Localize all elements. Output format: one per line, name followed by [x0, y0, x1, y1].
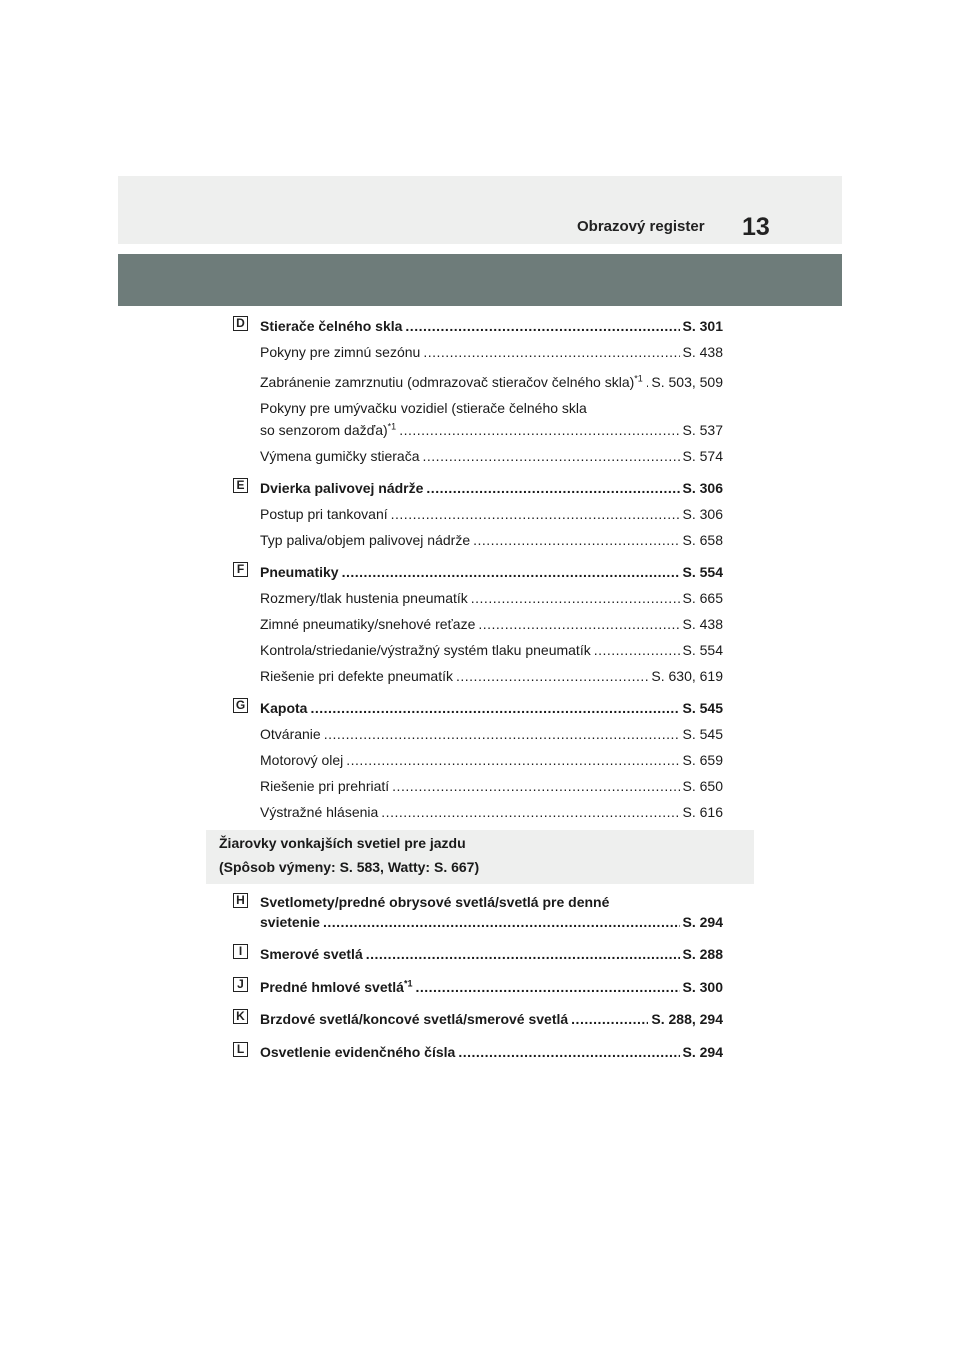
- entry-label: Riešenie pri prehriatí: [260, 778, 390, 794]
- page-ref: S. 301: [682, 318, 723, 334]
- index-entry-fog-lights[interactable]: [260, 979, 723, 996]
- leader-dots: [473, 532, 679, 549]
- index-entry-wiper-rubber[interactable]: [260, 448, 723, 465]
- leader-dots: [646, 374, 649, 391]
- entry-label: Brzdové svetlá/koncové svetlá/smerové svetlá: [260, 1011, 569, 1027]
- index-entry-license-light[interactable]: [260, 1044, 723, 1061]
- entry-label: Postup pri tankovaní: [260, 506, 388, 522]
- index-entry-opening[interactable]: [260, 726, 723, 743]
- index-entry-tire-pressure[interactable]: [260, 642, 723, 659]
- index-badge-j: J: [233, 977, 248, 992]
- leader-dots: [571, 1011, 648, 1028]
- entry-label: Otváranie: [260, 726, 321, 742]
- leader-dots: [342, 564, 680, 581]
- entry-label: Motorový olej: [260, 752, 344, 768]
- index-entry-flat-tire[interactable]: [260, 668, 723, 685]
- index-badge-f: F: [233, 562, 248, 577]
- index-entry-wipers[interactable]: [260, 318, 723, 335]
- page-ref: S. 438: [682, 344, 723, 360]
- leader-dots: [346, 752, 679, 769]
- page-ref: S. 554: [682, 564, 723, 580]
- index-entry-overheating[interactable]: [260, 778, 723, 795]
- entry-label: Predné hmlové svetlá: [260, 979, 404, 995]
- index-entry-warning-messages[interactable]: [260, 804, 723, 821]
- leader-dots: [324, 726, 680, 743]
- entry-label: Osvetlenie evidenčného čísla: [260, 1044, 456, 1060]
- leader-dots: [366, 946, 680, 963]
- leader-dots: [594, 642, 680, 659]
- leader-dots: [423, 448, 680, 465]
- page-ref: S. 658: [682, 532, 723, 548]
- leader-dots: [391, 506, 680, 523]
- header-band: [118, 176, 842, 244]
- entry-label: Zabránenie zamrznutiu (odmrazovač stieračov čelného skla): [260, 374, 635, 390]
- index-entry-brake-lights[interactable]: [260, 1011, 723, 1028]
- index-entry-turn-signals[interactable]: [260, 946, 723, 963]
- leader-dots: [423, 344, 679, 361]
- entry-label: Pneumatiky: [260, 564, 339, 580]
- entry-label: so senzorom dažďa): [260, 422, 388, 438]
- index-entry-tires[interactable]: [260, 564, 723, 581]
- entry-label: Kontrola/striedanie/výstražný systém tlaku pneumatík: [260, 642, 591, 658]
- index-entry-engine-oil[interactable]: [260, 752, 723, 769]
- footnote-mark: *1: [387, 421, 397, 432]
- index-badge-g: G: [233, 698, 248, 713]
- index-badge-h: H: [233, 893, 248, 908]
- leader-dots: [399, 422, 679, 439]
- page-ref: S. 288: [682, 946, 723, 962]
- page-ref: S. 650: [682, 778, 723, 794]
- entry-label: Stierače čelného skla: [260, 318, 403, 334]
- leader-dots: [456, 668, 648, 685]
- page-ref: S. 438: [682, 616, 723, 632]
- footnote-mark: *1: [634, 373, 643, 384]
- leader-dots: [381, 804, 679, 821]
- bulbs-box-subtitle: (Spôsob výmeny: S. 583, Watty: S. 667): [219, 859, 480, 875]
- index-badge-e: E: [233, 478, 248, 493]
- entry-label: Výmena gumičky stierača: [260, 448, 420, 464]
- page-ref: S. 503, 509: [651, 374, 723, 390]
- index-entry-tire-size[interactable]: [260, 590, 723, 607]
- page-ref: S. 294: [682, 914, 723, 930]
- page-ref: S. 294: [682, 1044, 723, 1060]
- header-title: Obrazový register: [577, 218, 705, 235]
- index-entry-fuel-type[interactable]: [260, 532, 723, 549]
- index-entry-wiper-deicer[interactable]: [260, 374, 723, 391]
- leader-dots: [415, 979, 679, 996]
- index-badge-l: L: [233, 1042, 248, 1057]
- page-ref: S. 537: [682, 422, 723, 438]
- entry-label: svietenie: [260, 914, 320, 930]
- bulbs-box-title: Žiarovky vonkajších svetiel pre jazdu: [219, 835, 466, 851]
- page-number: 13: [742, 213, 770, 241]
- page-ref: S. 545: [682, 726, 723, 742]
- entry-label: Kapota: [260, 700, 308, 716]
- index-entry-refueling[interactable]: [260, 506, 723, 523]
- index-entry-winter-tires[interactable]: [260, 616, 723, 633]
- leader-dots: [458, 1044, 679, 1061]
- footnote-mark: *1: [403, 978, 413, 989]
- leader-dots: [471, 590, 680, 607]
- index-badge-k: K: [233, 1009, 248, 1024]
- entry-label: Riešenie pri defekte pneumatík: [260, 668, 453, 684]
- page-ref: S. 630, 619: [651, 668, 723, 684]
- index-entry-fuel-door[interactable]: [260, 480, 723, 497]
- page-ref: S. 288, 294: [651, 1011, 723, 1027]
- index-entry-headlights[interactable]: [260, 914, 723, 931]
- index-entry-winter-tips[interactable]: [260, 344, 723, 361]
- page-ref: S. 300: [682, 979, 723, 995]
- entry-label: Typ paliva/objem palivovej nádrže: [260, 532, 471, 548]
- entry-label-line1: Pokyny pre umývačku vozidiel (stierače čelného skla: [260, 400, 587, 416]
- page-ref: S. 665: [682, 590, 723, 606]
- entry-label: Pokyny pre zimnú sezónu: [260, 344, 421, 360]
- section-banner: [118, 254, 842, 306]
- page-ref: S. 659: [682, 752, 723, 768]
- index-entry-hood[interactable]: [260, 700, 723, 717]
- index-badge-d: D: [233, 316, 248, 331]
- entry-label: Rozmery/tlak hustenia pneumatík: [260, 590, 468, 606]
- entry-label: Dvierka palivovej nádrže: [260, 480, 424, 496]
- entry-label: Výstražné hlásenia: [260, 804, 379, 820]
- page-ref: S. 306: [682, 506, 723, 522]
- page-ref: S. 574: [682, 448, 723, 464]
- leader-dots: [426, 480, 679, 497]
- leader-dots: [405, 318, 679, 335]
- page-ref: S. 306: [682, 480, 723, 496]
- page-ref: S. 554: [682, 642, 723, 658]
- leader-dots: [310, 700, 679, 717]
- index-entry-car-wash[interactable]: [260, 422, 723, 439]
- leader-dots: [392, 778, 679, 795]
- entry-label: Smerové svetlá: [260, 946, 363, 962]
- leader-dots: [478, 616, 679, 633]
- page-ref: S. 545: [682, 700, 723, 716]
- page-ref: S. 616: [682, 804, 723, 820]
- entry-label-line1: Svetlomety/predné obrysové svetlá/svetlá pre denné: [260, 894, 610, 910]
- leader-dots: [323, 914, 680, 931]
- index-badge-i: I: [233, 944, 248, 959]
- entry-label: Zimné pneumatiky/snehové reťaze: [260, 616, 476, 632]
